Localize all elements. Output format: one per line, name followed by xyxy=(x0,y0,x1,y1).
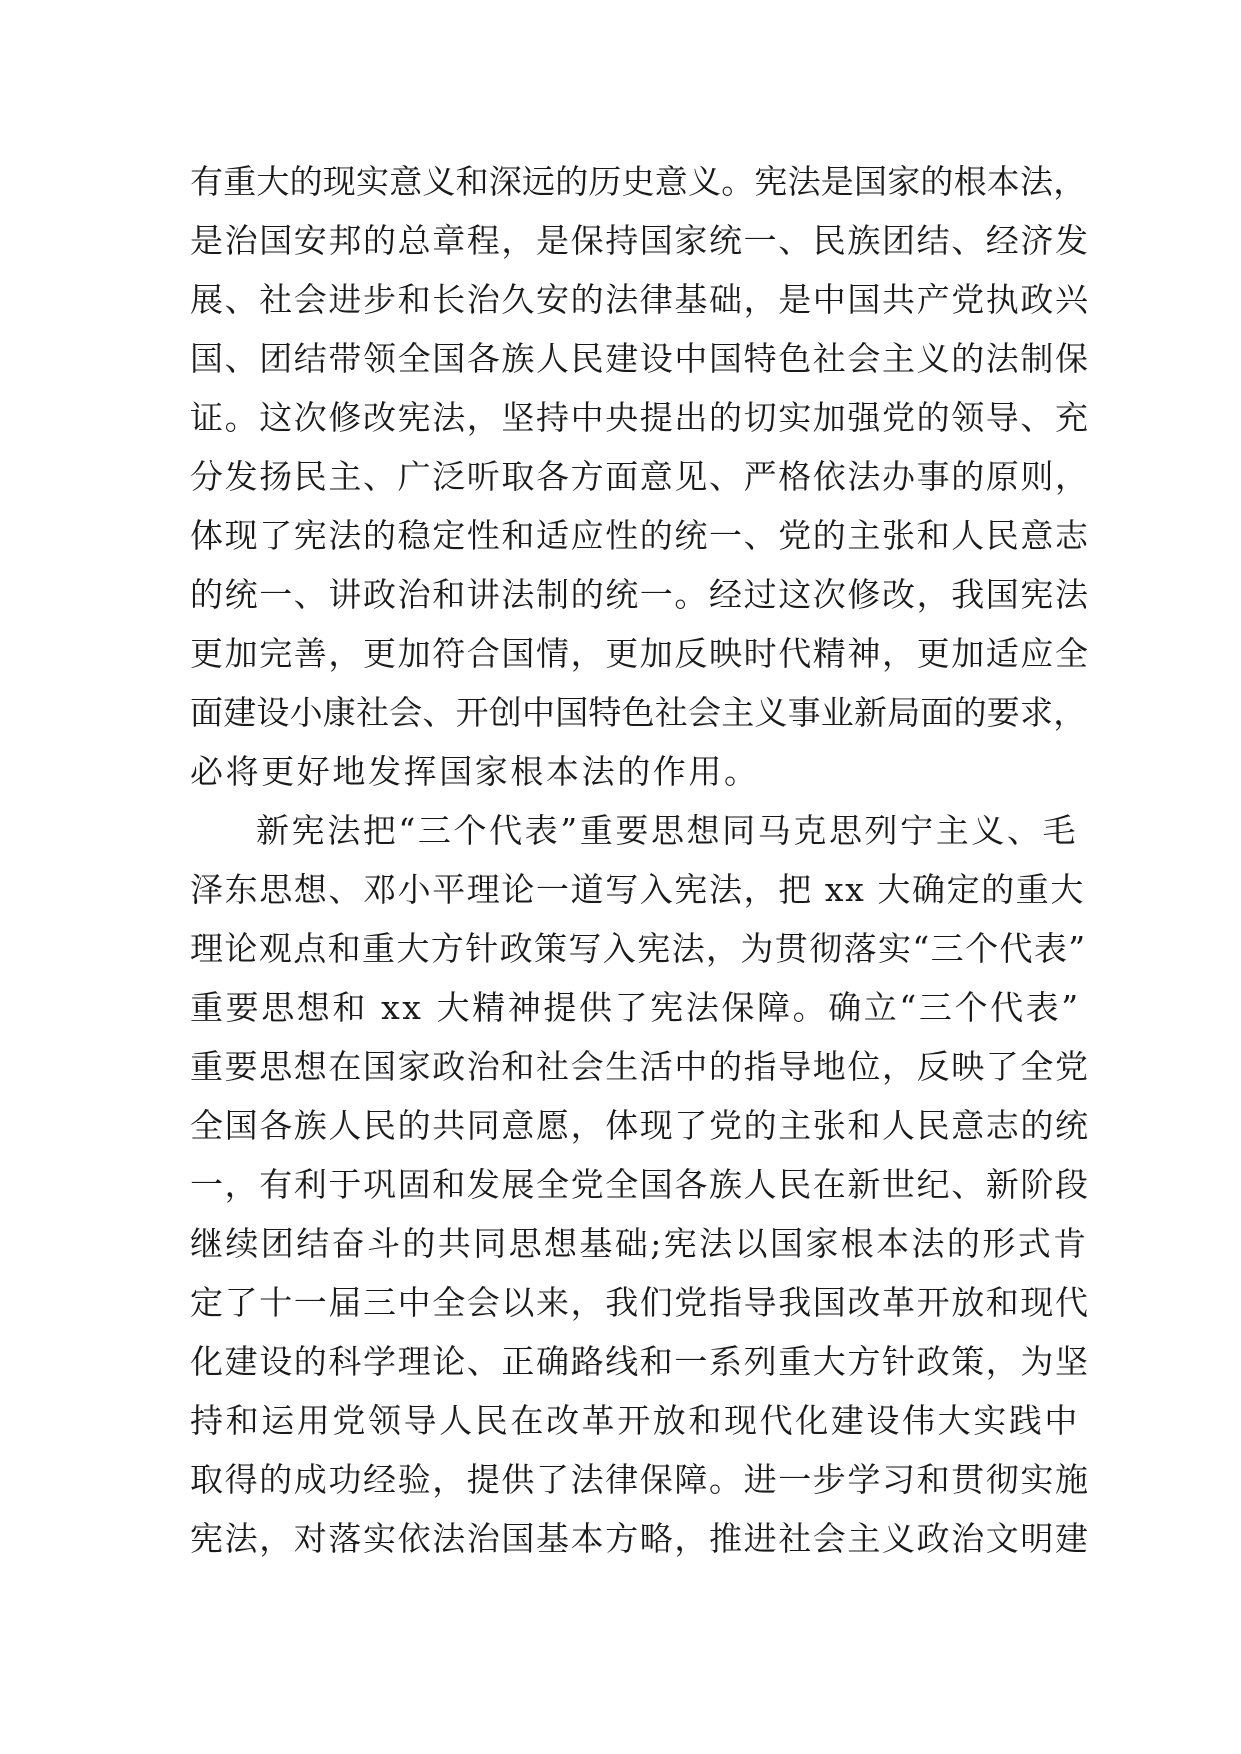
text-line: 取得的成功经验，提供了法律保障。进一步学习和贯彻实施 xyxy=(190,1460,1090,1499)
text-line: 宪法，对落实依法治国基本方略，推进社会主义政治文明建 xyxy=(190,1519,1090,1558)
text-line: 重要思想和 xx 大精神提供了宪法保障。确立“三个代表” xyxy=(190,988,1081,1027)
text-line: 展、社会进步和长治久安的法律基础，是中国共产党执政兴 xyxy=(190,280,1090,319)
text-line: 一，有利于巩固和发展全党全国各族人民在新世纪、新阶段 xyxy=(190,1165,1090,1204)
text-line: 必将更好地发挥国家根本法的作用。 xyxy=(190,752,760,791)
text-line: 面建设小康社会、开创中国特色社会主义事业新局面的要求， xyxy=(190,693,1087,732)
text-line: 的统一、讲政治和讲法制的统一。经过这次修改，我国宪法 xyxy=(190,575,1090,614)
body-text xyxy=(190,152,1090,1568)
text-line: 更加完善，更加符合国情，更加反映时代精神，更加适应全 xyxy=(190,634,1090,673)
text-line: 理论观点和重大方针政策写入宪法，为贯彻落实“三个代表” xyxy=(190,929,1087,968)
text-line: 泽东思想、邓小平理论一道写入宪法，把 xx 大确定的重大 xyxy=(190,870,1086,909)
text-line: 化建设的科学理论、正确路线和一系列重大方针政策，为坚 xyxy=(190,1342,1090,1381)
paragraph-start-line: 新宪法把“三个代表”重要思想同马克思列宁主义、毛 xyxy=(256,811,1079,850)
text-line: 全国各族人民的共同意愿，体现了党的主张和人民意志的统 xyxy=(190,1106,1090,1145)
text-line: 定了十一届三中全会以来，我们党指导我国改革开放和现代 xyxy=(190,1283,1090,1322)
text-line: 国、团结带领全国各族人民建设中国特色社会主义的法制保 xyxy=(190,339,1090,378)
text-line: 持和运用党领导人民在改革开放和现代化建设伟大实践中 xyxy=(190,1401,1080,1440)
text-line: 证。这次修改宪法，坚持中央提出的切实加强党的领导、充 xyxy=(190,398,1090,437)
text-line: 有重大的现实意义和深远的历史意义。宪法是国家的根本法， xyxy=(190,162,1087,201)
text-line: 重要思想在国家政治和社会生活中的指导地位，反映了全党 xyxy=(190,1047,1090,1086)
text-line: 体现了宪法的稳定性和适应性的统一、党的主张和人民意志 xyxy=(190,516,1090,555)
text-line: 分发扬民主、广泛听取各方面意见、严格依法办事的原则， xyxy=(190,457,1090,496)
text-line: 是治国安邦的总章程，是保持国家统一、民族团结、经济发 xyxy=(190,221,1090,260)
text-line: 继续团结奋斗的共同思想基础;宪法以国家根本法的形式肯 xyxy=(190,1224,1089,1263)
